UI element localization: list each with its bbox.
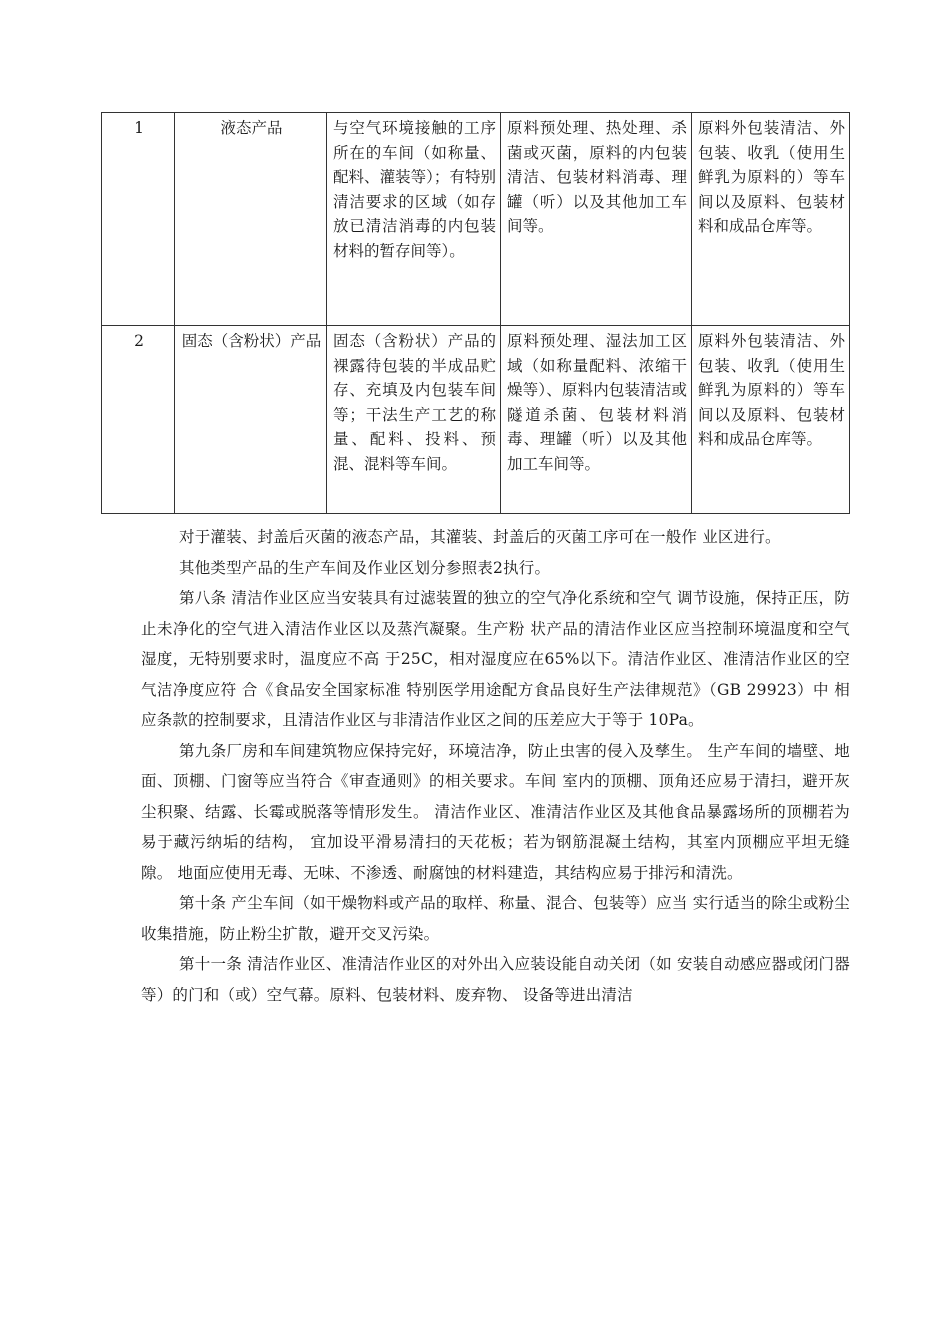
article-11: 第十一条 清洁作业区、准清洁作业区的对外出入应装设能自动关闭（如 安装自动感应器或闭门器等）的门和（或）空气幕。原料、包装材料、废弃物、 设备等进出清洁 — [141, 955, 850, 1004]
general-area-cell: 原料外包装清洁、外包装、收乳（使用生鲜乳为原料的）等车间以及原料、包装材料和成品仓库等。 — [692, 113, 850, 326]
clean-area-cell: 固态（含粉状）产品的裸露待包装的半成品贮存、充填及内包装车间等；干法生产工艺的称量、配料、投料、预混、混料等车间。 — [327, 326, 501, 514]
article-10: 第十条 产尘车间（如干燥物料或产品的取样、称量、混合、包装等）应当 实行适当的除尘或粉尘收集措施，防止粉尘扩散，避开交叉污染。 — [141, 894, 850, 943]
table-row — [102, 113, 850, 326]
clean-area-cell: 与空气环境接触的工序所在的车间（如称量、配料、灌装等）；有特别清洁要求的区域（如存放已清洁消毒的内包装材料的暂存间等）。 — [327, 113, 501, 326]
article-8: 第八条 清洁作业区应当安装具有过滤装置的独立的空气净化系统和空气 调节设施，保持正压，防止未净化的空气进入清洁作业区以及蒸汽凝聚。生产粉 状产品的清洁作业区应当控制环境温度和空气湿度，无特别要求时，温度应不高 于25C，相对湿度应在65%以下。清洁作业区、准清洁作业区的空气洁净度应符 合《食品安全国家标准 特别医学用途配方食品良好生产法律规范》（GB 29923）中 相应条款的控制要求，且清洁作业区与非清洁作业区之间的压差应大于等于 10Pa。 — [141, 589, 850, 729]
workshop-area-table — [101, 112, 850, 514]
article-9: 第九条厂房和车间建筑物应保持完好，环境洁净，防止虫害的侵入及孳生。 生产车间的墙壁、地面、顶棚、门窗等应当符合《审查通则》的相关要求。车间 室内的顶棚、顶角还应易于清扫，避开灰尘积聚、结露、长霉或脱落等情形发生。 清洁作业区、准清洁作业区及其他食品暴露场所的顶棚若为易于藏污纳垢的结构， 宜加设平滑易清扫的天花板；若为钢筋混凝土结构，其室内顶棚应平坦无缝隙。 地面应使用无毒、无味、不渗透、耐腐蚀的材料建造，其结构应易于排污和清洗。 — [141, 741, 850, 882]
quasi-clean-area-cell: 原料预处理、湿法加工区域（如称量配料、浓缩干燥等）、原料内包装清洁或隧道杀菌、包装材料消毒、理罐（听）以及其他加工车间等。 — [501, 326, 692, 514]
table-row — [102, 326, 850, 514]
general-area-cell: 原料外包装清洁、外包装、收乳（使用生鲜乳为原料的）等车间以及原料、包装材料和成品仓库等。 — [692, 326, 850, 514]
paragraph-table2-reference: 其他类型产品的生产车间及作业区划分参照表2执行。 — [179, 558, 551, 577]
body-text — [141, 522, 850, 1010]
quasi-clean-area-cell: 原料预处理、热处理、杀菌或灭菌，原料的内包装清洁、包装材料消毒、理罐（听）以及其他加工车间等。 — [501, 113, 692, 326]
product-type: 固态（含粉状）产品 — [175, 326, 327, 514]
paragraph-filling-note: 对于灌装、封盖后灭菌的液态产品，其灌装、封盖后的灭菌工序可在一般作 业区进行。 — [179, 528, 781, 546]
row-number: 1 — [102, 113, 175, 326]
product-type: 液态产品 — [175, 113, 327, 326]
row-number: 2 — [102, 326, 175, 514]
